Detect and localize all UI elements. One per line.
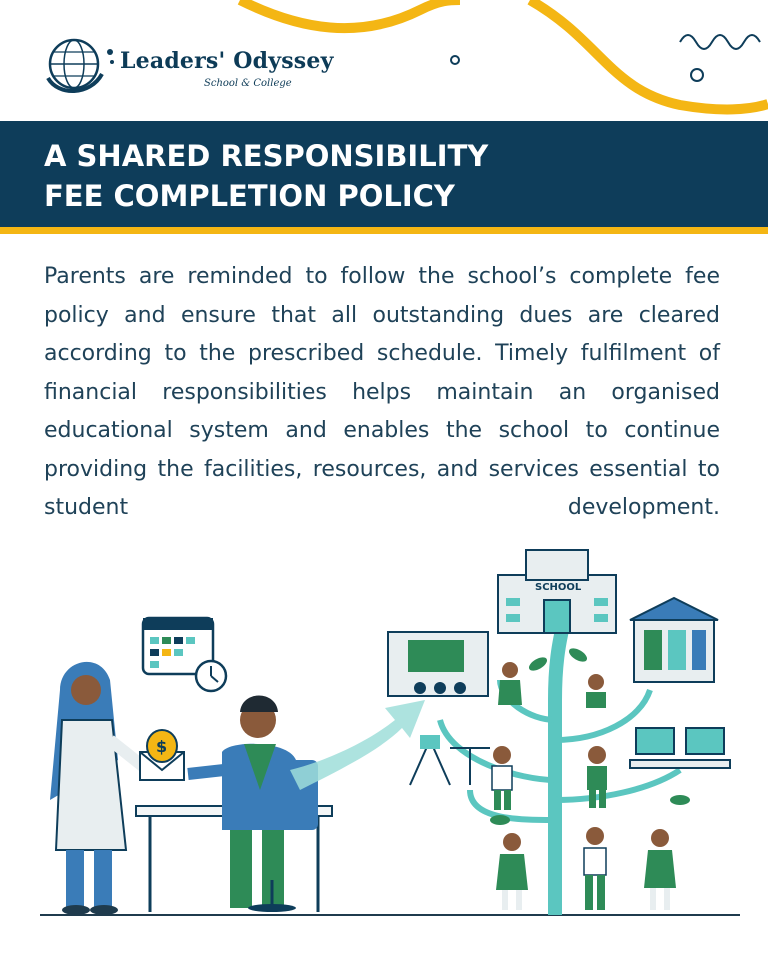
library-icon [630,598,718,682]
brand-name: Leaders' Odyssey [120,48,334,74]
student-figure-3 [644,829,676,910]
banner-gold-stripe [0,227,768,234]
dollar-symbol: $ [156,737,168,756]
small-circle-2 [691,69,703,81]
title-line-1: A SHARED RESPONSIBILITY [44,139,489,173]
title-line-2: FEE COMPLETION POLICY [44,179,455,213]
student-figure-2 [584,827,606,910]
small-circle-1 [451,56,459,64]
staff-figure [188,696,318,913]
policy-paragraph: Parents are reminded to follow the school’s complete fee policy and ensure that all outstanding dues are cleared according to the prescribed schedule. Timely fulfilment of financial responsibilities helps maintain an organised educational system and enables the school to continue providing the facilities, resources, and services essential to student development. [44,264,720,520]
school-building-icon [498,550,616,633]
school-sign: SCHOOL [535,582,582,593]
arrow-icon [290,700,425,790]
student-figure-4 [492,746,512,810]
squiggle-icon [680,35,760,49]
parent-figure [50,662,150,915]
gold-wave-right [530,0,768,109]
computer-lab-icon [630,728,730,768]
brand-subtitle: School & College [204,78,292,89]
money-bag-icon [140,730,184,780]
clock-icon [196,661,226,691]
student-figure-7 [586,674,606,708]
student-figure-6 [498,662,522,705]
page-title [44,136,488,216]
gold-wave-top [240,0,460,28]
classroom-icon [388,632,488,696]
student-figure-1 [496,833,528,910]
fee-policy-illustration [0,540,768,940]
